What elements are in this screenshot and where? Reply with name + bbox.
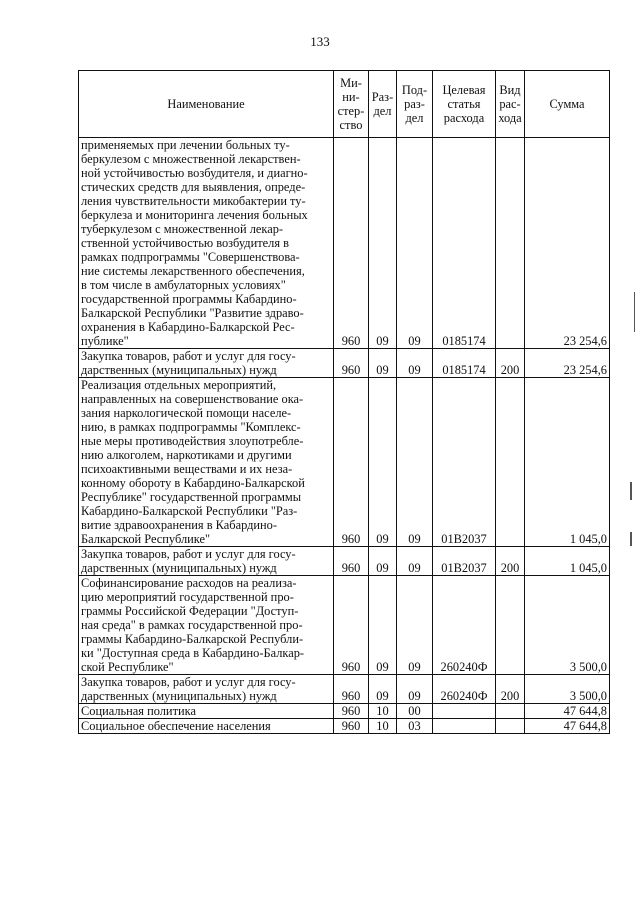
page-number: 133: [310, 34, 330, 49]
row-section: 09: [369, 547, 397, 576]
row-target: 260240Ф: [433, 675, 496, 704]
table-row: [79, 349, 610, 378]
table-row: [79, 719, 610, 734]
row-sum: 47 644,8: [525, 719, 610, 734]
row-section: 10: [369, 704, 397, 719]
row-sum: 1 045,0: [525, 378, 610, 547]
row-subsection: 03: [397, 719, 433, 734]
row-ministry: 960: [334, 547, 369, 576]
row-name: Софинансирование расходов на реализа- цию мероприятий государственной про- граммы Российской Федерации "Доступ- ная среда" в рамках государственной про- граммы Кабардино-Балкарской Республи- ки "Доступная среда в Кабардино-Балкар- ской Республике": [79, 576, 334, 675]
row-type: [496, 138, 525, 349]
row-sum: 3 500,0: [525, 576, 610, 675]
row-sum: 47 644,8: [525, 704, 610, 719]
row-subsection: 09: [397, 547, 433, 576]
row-ministry: 960: [334, 138, 369, 349]
row-name: Реализация отдельных мероприятий, направленных на совершенствование ока- зания наркологической помощи населе- нию, в рамках подпрограммы "Комплекс- ные меры противодействия злоупотребле- нию алкоголем, наркотиками и другими психоактивными веществами и их неза- конному обороту в Кабардино-Балкарской Республике" государственной программы Кабардино-Балкарской Республики "Раз- витие здравоохранения в Кабардино- Балкарской Республике": [79, 378, 334, 547]
row-section: 09: [369, 675, 397, 704]
row-type: 200: [496, 349, 525, 378]
header-row: [79, 71, 610, 138]
row-type: 200: [496, 547, 525, 576]
row-ministry: 960: [334, 675, 369, 704]
row-name: Закупка товаров, работ и услуг для госу- дарственных (муниципальных) нужд: [79, 547, 334, 576]
col-name-header: Наименование: [79, 71, 334, 138]
table-row: [79, 378, 610, 547]
col-subsection-header: Под- раз- дел: [397, 71, 433, 138]
row-section: 09: [369, 576, 397, 675]
row-name: применяемых при лечении больных ту- беркулезом с множественной лекарствен- ной устойчивостью возбудителя, и диагно- стических средств для выявления, опреде- ления чувствительности микобактерии ту- беркулеза и мониторинга лечения больных туберкулезом с множественной лекар- ственной устойчивостью возбудителя в рамках подпрограммы "Совершенствова- ние системы лекарственного обеспечения, в том числе в амбулаторных условиях" государственной программы Кабардино- Балкарской Республики "Развитие здраво- охранения в Кабардино-Балкарской Рес- публике": [79, 138, 334, 349]
row-subsection: 09: [397, 576, 433, 675]
row-target: [433, 704, 496, 719]
table-row: [79, 547, 610, 576]
row-ministry: 960: [334, 719, 369, 734]
row-sum: 1 045,0: [525, 547, 610, 576]
col-target-header: Целевая статья расхода: [433, 71, 496, 138]
budget-table: [78, 70, 610, 734]
col-type-header: Вид рас- хода: [496, 71, 525, 138]
row-type: [496, 719, 525, 734]
row-subsection: 09: [397, 675, 433, 704]
row-type: [496, 576, 525, 675]
row-target: 0185174: [433, 349, 496, 378]
row-target: [433, 719, 496, 734]
table-row: [79, 704, 610, 719]
row-sum: 23 254,6: [525, 349, 610, 378]
row-sum: 3 500,0: [525, 675, 610, 704]
row-type: [496, 704, 525, 719]
table-body: [79, 138, 610, 734]
row-subsection: 09: [397, 138, 433, 349]
row-target: 0185174: [433, 138, 496, 349]
row-section: 09: [369, 349, 397, 378]
row-name: Закупка товаров, работ и услуг для госу- дарственных (муниципальных) нужд: [79, 675, 334, 704]
col-sum-header: Сумма: [525, 71, 610, 138]
row-subsection: 00: [397, 704, 433, 719]
row-target: 01В2037: [433, 378, 496, 547]
row-subsection: 09: [397, 378, 433, 547]
row-sum: 23 254,6: [525, 138, 610, 349]
row-name: Социальное обеспечение населения: [79, 719, 334, 734]
row-target: 01В2037: [433, 547, 496, 576]
row-ministry: 960: [334, 378, 369, 547]
row-type: [496, 378, 525, 547]
row-type: 200: [496, 675, 525, 704]
row-ministry: 960: [334, 576, 369, 675]
row-section: 10: [369, 719, 397, 734]
row-name: Социальная политика: [79, 704, 334, 719]
table-row: [79, 576, 610, 675]
scan-mark: [634, 292, 635, 332]
row-target: 260240Ф: [433, 576, 496, 675]
col-section-header: Раз- дел: [369, 71, 397, 138]
scan-mark: [630, 532, 632, 546]
row-section: 09: [369, 378, 397, 547]
row-section: 09: [369, 138, 397, 349]
col-ministry-header: Ми- ни- стер- ство: [334, 71, 369, 138]
row-ministry: 960: [334, 704, 369, 719]
row-ministry: 960: [334, 349, 369, 378]
table-row: [79, 675, 610, 704]
scan-mark: [630, 482, 632, 500]
row-name: Закупка товаров, работ и услуг для госу- дарственных (муниципальных) нужд: [79, 349, 334, 378]
table-row: [79, 138, 610, 349]
row-subsection: 09: [397, 349, 433, 378]
